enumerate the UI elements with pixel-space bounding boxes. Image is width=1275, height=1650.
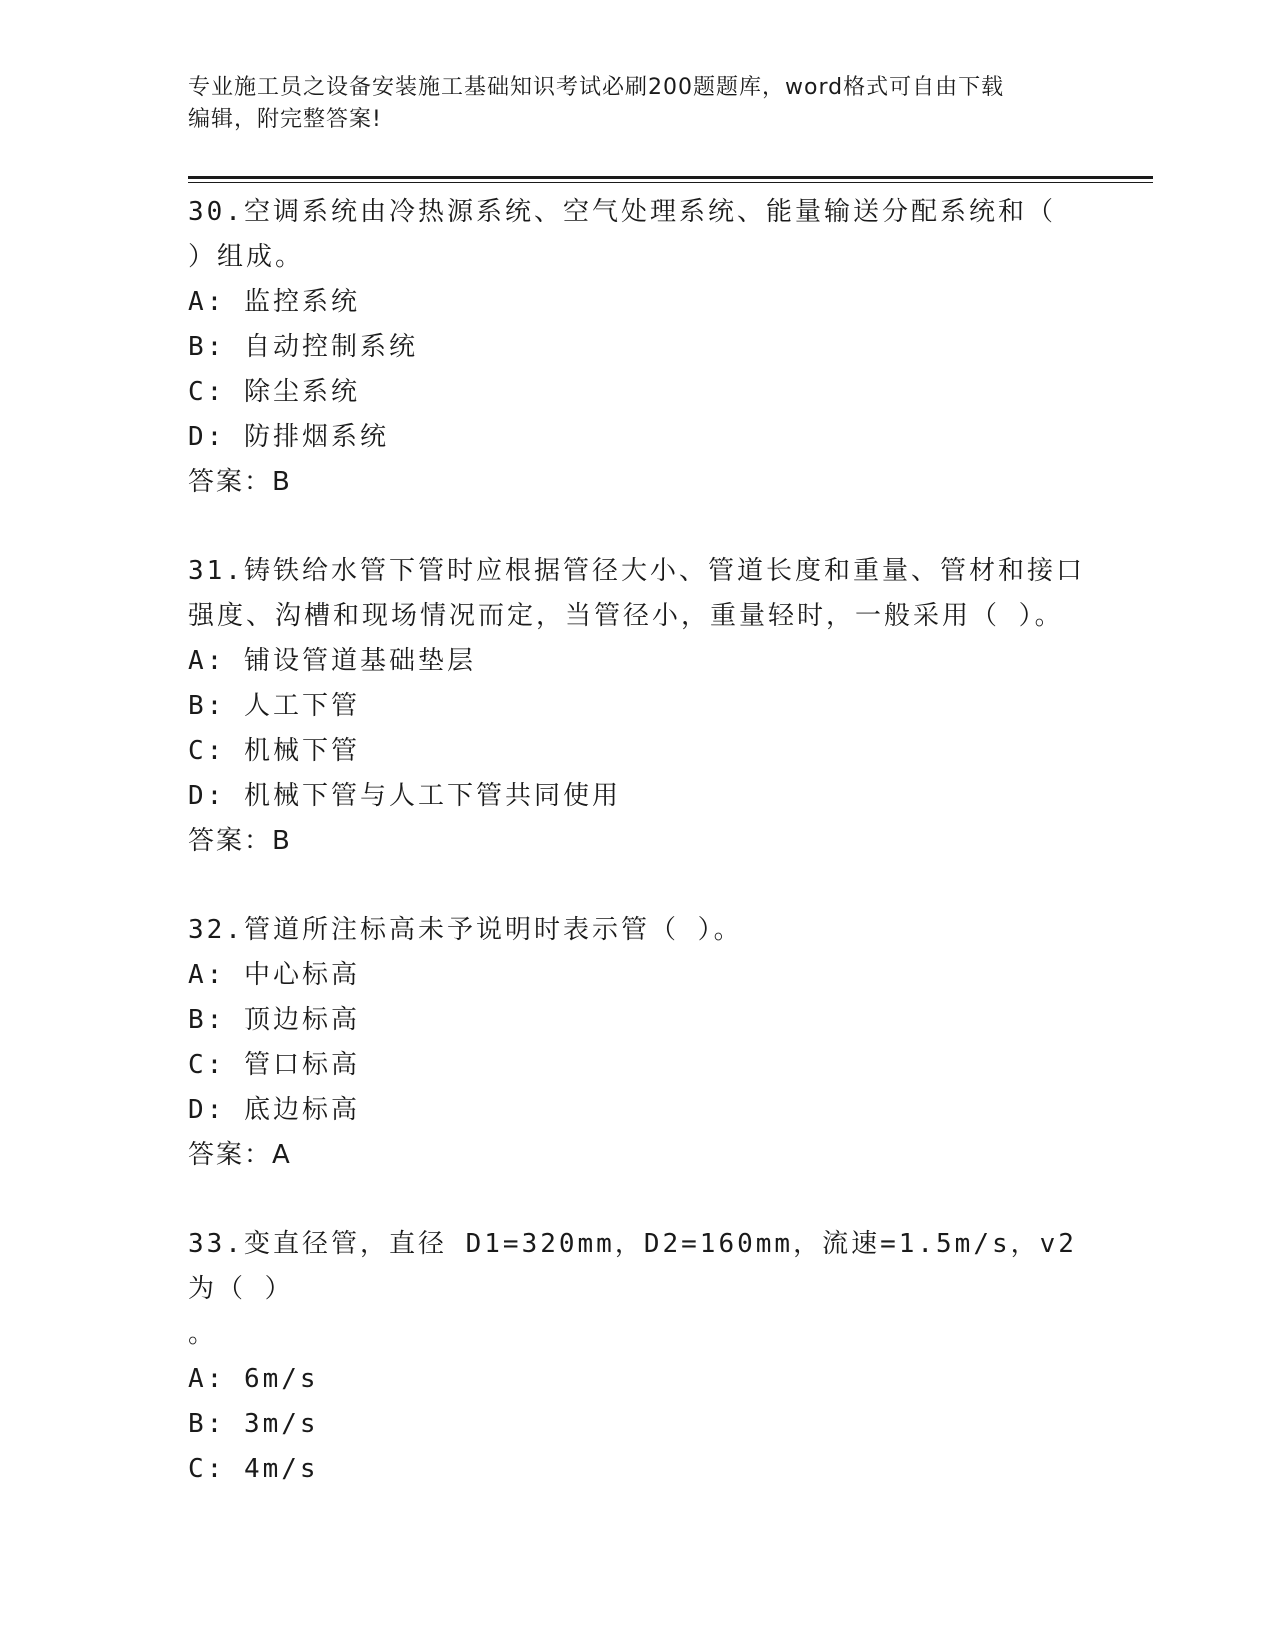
question-30 (188, 190, 1088, 505)
answer-line: 答案：B (188, 826, 292, 856)
option-a: A: 6m/s (188, 1364, 319, 1394)
option-d: D: 底边标高 (188, 1095, 360, 1125)
question-stem-line-2: 强度、沟槽和现场情况而定，当管径小，重量轻时，一般采用（ ）。 (188, 601, 1064, 631)
option-c: C: 机械下管 (188, 736, 360, 766)
answer-line: 答案：A (188, 1140, 292, 1170)
option-b: B: 自动控制系统 (188, 332, 418, 362)
option-b: B: 3m/s (188, 1409, 319, 1439)
question-33 (188, 1222, 1096, 1492)
option-b: B: 顶边标高 (188, 1005, 360, 1035)
question-stem-line-1: 31.铸铁给水管下管时应根据管径大小、管道长度和重量、管材和接口 (188, 556, 1085, 586)
header-line-2: 编辑，附完整答案! (188, 107, 382, 132)
option-c: C: 管口标高 (188, 1050, 360, 1080)
option-a: A: 铺设管道基础垫层 (188, 646, 476, 676)
question-stem-line-1: 33.变直径管，直径 D1=320mm，D2=160mm，流速=1.5m/s，v2 为（ ） (188, 1229, 1096, 1304)
option-c: C: 除尘系统 (188, 377, 360, 407)
answer-line: 答案：B (188, 467, 292, 497)
question-32 (188, 908, 1088, 1178)
option-b: B: 人工下管 (188, 691, 360, 721)
option-c: C: 4m/s (188, 1454, 319, 1484)
header-line-1: 专业施工员之设备安装施工基础知识考试必刷200题题库，word格式可自由下载 (188, 75, 1005, 100)
option-d: D: 机械下管与人工下管共同使用 (188, 781, 621, 811)
question-stem-line-2: ）组成。 (188, 242, 305, 272)
question-stem-line-1: 32.管道所注标高未予说明时表示管（ ）。 (188, 915, 743, 945)
option-a: A: 中心标高 (188, 960, 360, 990)
option-a: A: 监控系统 (188, 287, 360, 317)
question-stem-line-2: 。 (188, 1319, 218, 1349)
header-rule-thick (188, 176, 1153, 179)
question-31 (188, 549, 1088, 864)
document-header (188, 72, 1068, 136)
option-d: D: 防排烟系统 (188, 422, 389, 452)
question-list (188, 190, 1096, 1536)
header-rule-thin (188, 182, 1153, 183)
question-stem-line-1: 30.空调系统由冷热源系统、空气处理系统、能量输送分配系统和（ (188, 197, 1056, 227)
